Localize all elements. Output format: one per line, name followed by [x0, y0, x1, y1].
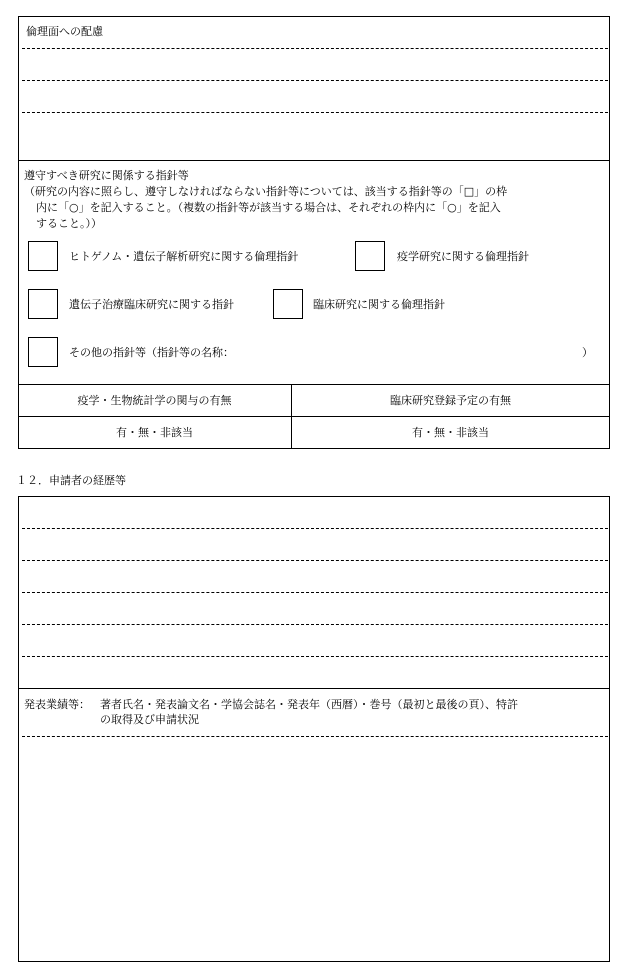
checkbox-human-genome-guideline[interactable]	[28, 241, 58, 271]
stats-col1-value[interactable]: 有・無・非該当	[116, 426, 193, 439]
publications-label: 発表業績等：	[24, 698, 90, 711]
checkbox-gene-therapy-guideline[interactable]	[28, 289, 58, 319]
career-entry-line-3[interactable]	[22, 592, 608, 593]
stats-col2-value[interactable]: 有・無・非該当	[412, 426, 489, 439]
ethics-entry-line-3[interactable]	[22, 112, 608, 113]
ethics-entry-line-1[interactable]	[22, 48, 608, 49]
career-entry-line-5[interactable]	[22, 656, 608, 657]
guidelines-note-line-3: すること。））	[36, 217, 102, 230]
checkbox-clinical-research-guideline[interactable]	[273, 289, 303, 319]
checkbox-other-guideline[interactable]	[28, 337, 58, 367]
publications-description-line-1: 著者氏名・発表論文名・学協会誌名・発表年（西暦）・巻号（最初と最後の頁）、特許	[100, 698, 518, 711]
stats-table-mid-border	[18, 416, 610, 417]
career-divider	[18, 688, 610, 689]
label-human-genome-guideline: ヒトゲノム・遺伝子解析研究に関する倫理指針	[69, 250, 299, 263]
checkbox-epidemiology-guideline[interactable]	[355, 241, 385, 271]
publications-entry-line[interactable]	[22, 736, 608, 737]
label-epidemiology-guideline: 疫学研究に関する倫理指針	[397, 250, 529, 263]
career-entry-line-1[interactable]	[22, 528, 608, 529]
publications-description-line-2: の取得及び申請状況	[100, 713, 199, 726]
stats-col2-header: 臨床研究登録予定の有無	[390, 394, 511, 407]
ethics-heading: 倫理面への配慮	[26, 25, 103, 38]
ethics-entry-line-2[interactable]	[22, 80, 608, 81]
label-clinical-research-guideline: 臨床研究に関する倫理指針	[313, 298, 445, 311]
label-other-guideline: その他の指針等（指針等の名称：	[69, 346, 234, 359]
ethics-divider	[18, 160, 610, 161]
guidelines-note-line-1: （研究の内容に照らし、遵守しなければならない指針等については、該当する指針等の「□」の枠	[24, 185, 508, 198]
publications-entry-area[interactable]	[20, 738, 608, 960]
other-guideline-close-paren: ）	[582, 346, 593, 359]
guidelines-note-line-2: 内に「○」を記入すること。（複数の指針等が該当する場合は、それぞれの枠内に「○」を記入	[36, 201, 501, 214]
guidelines-heading: 遵守すべき研究に関係する指針等	[24, 169, 189, 182]
stats-table-top-border	[18, 384, 610, 385]
career-entry-line-4[interactable]	[22, 624, 608, 625]
career-entry-line-2[interactable]	[22, 560, 608, 561]
section-12-heading: １２．申請者の経歴等	[16, 474, 126, 487]
label-gene-therapy-guideline: 遺伝子治療臨床研究に関する指針	[69, 298, 234, 311]
stats-col1-header: 疫学・生物統計学の関与の有無	[77, 394, 232, 407]
